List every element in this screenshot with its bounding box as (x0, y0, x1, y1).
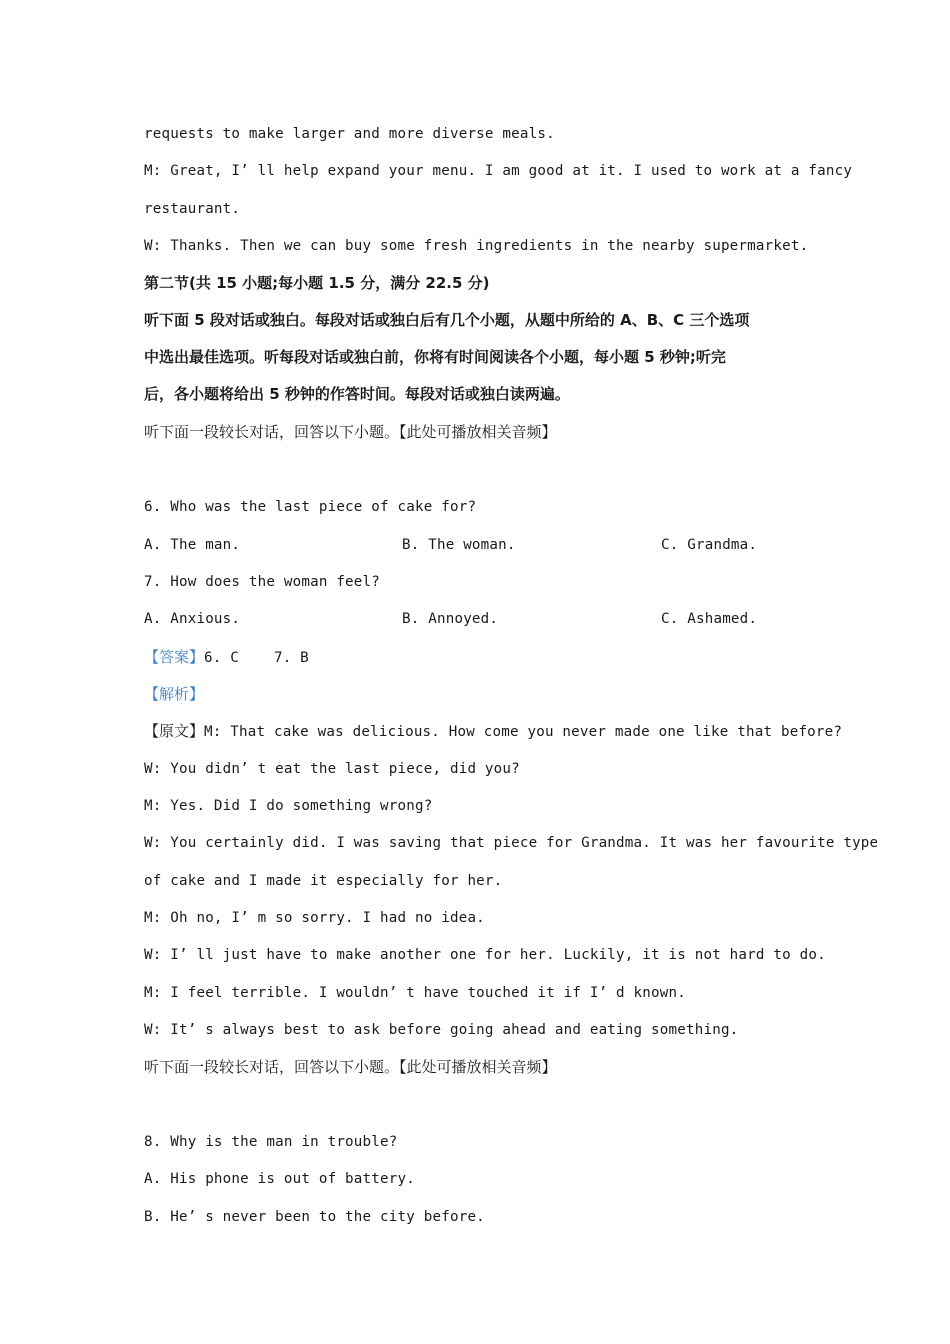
transcript-line: of cake and I made it especially for her. (144, 873, 503, 889)
listening-prompt: 听下面一段较长对话，回答以下小题。【此处可播放相关音频】 (144, 423, 557, 441)
transcript-line: W: You didn’ t eat the last piece, did you? (144, 761, 520, 777)
transcript-line: W: I’ ll just have to make another one for her. Luckily, it is not hard to do. (144, 947, 826, 963)
dialogue-line: restaurant. (144, 201, 241, 217)
option-c: C. Grandma. (661, 537, 758, 553)
transcript-text: M: That cake was delicious. How come you never made one like that before? (204, 724, 843, 740)
option-a: A. Anxious. (144, 611, 241, 627)
answer-tag: 【答案】 (144, 648, 205, 666)
option-c: C. Ashamed. (661, 611, 758, 627)
transcript-line: M: I feel terrible. I wouldn’ t have touched it if I’ d known. (144, 985, 686, 1001)
transcript-line: W: It’ s always best to ask before going ahead and eating something. (144, 1022, 739, 1038)
option-a: A. The man. (144, 537, 241, 553)
question-7: 7. How does the woman feel? (144, 574, 381, 590)
question-8: 8. Why is the man in trouble? (144, 1134, 398, 1150)
answer-line (144, 647, 808, 668)
answer-value: 6. C 7. B (204, 650, 309, 666)
question-8-option-b: B. He’ s never been to the city before. (144, 1209, 485, 1225)
section-title: 第二节(共 15 小题;每小题 1.5 分，满分 22.5 分) (144, 274, 490, 292)
option-b: B. Annoyed. (402, 611, 499, 627)
transcript-line: W: You certainly did. I was saving that piece for Grandma. It was her favourite type (144, 835, 879, 851)
analysis-tag: 【解析】 (144, 685, 205, 703)
instruction-line: 听下面 5 段对话或独白。每段对话或独白后有几个小题，从题中所给的 A、B、C 三个选项 (144, 311, 750, 329)
instruction-line: 中选出最佳选项。听每段对话或独白前，你将有时间阅读各个小题，每小题 5 秒钟;听完 (144, 348, 726, 366)
transcript-line: M: Oh no, I’ m so sorry. I had no idea. (144, 910, 485, 926)
transcript-line: M: Yes. Did I do something wrong? (144, 798, 433, 814)
question-8-option-a: A. His phone is out of battery. (144, 1171, 415, 1187)
dialogue-line: W: Thanks. Then we can buy some fresh ingredients in the nearby supermarket. (144, 238, 809, 254)
dialogue-line: requests to make larger and more diverse meals. (144, 126, 555, 142)
original-text-tag: 【原文】 (144, 722, 205, 740)
dialogue-line: M: Great, I’ ll help expand your menu. I am good at it. I used to work at a fancy (144, 163, 853, 179)
listening-prompt: 听下面一段较长对话，回答以下小题。【此处可播放相关音频】 (144, 1058, 557, 1076)
instruction-line: 后，各小题将给出 5 秒钟的作答时间。每段对话或独白读两遍。 (144, 385, 570, 403)
option-b: B. The woman. (402, 537, 516, 553)
question-6: 6. Who was the last piece of cake for? (144, 499, 477, 515)
transcript-line (144, 721, 843, 742)
